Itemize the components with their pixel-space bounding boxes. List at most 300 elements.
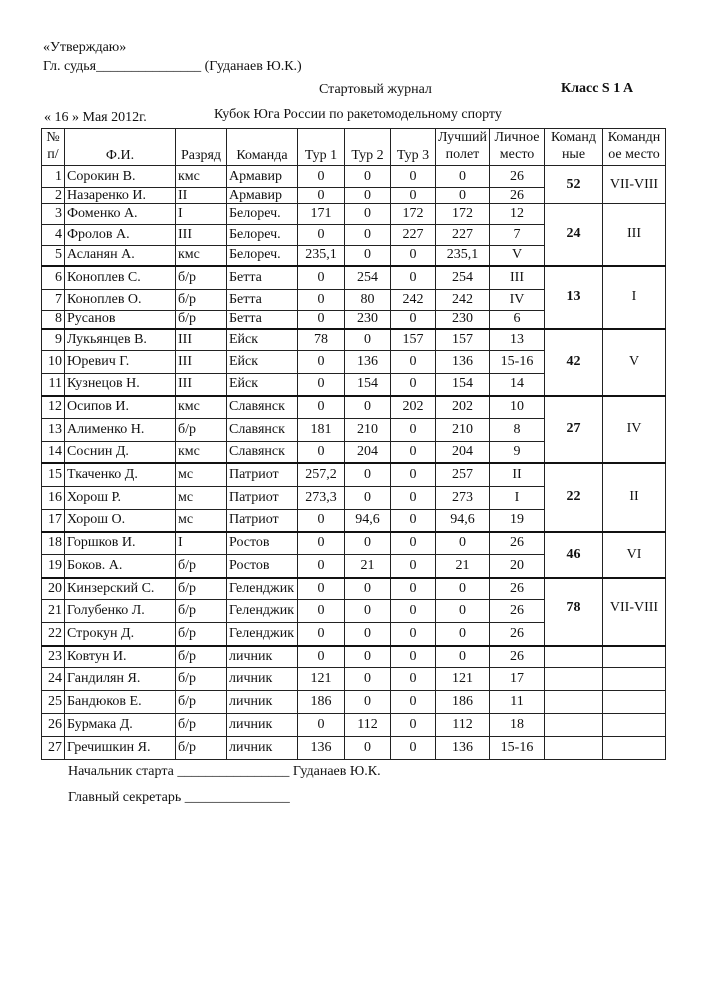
tour1-result: 186 — [298, 691, 345, 714]
best-flight: 112 — [436, 714, 490, 737]
tour2-result: 0 — [345, 225, 391, 246]
tour2-result: 0 — [345, 329, 391, 351]
participant-rank: III — [176, 225, 227, 246]
participant-rank: I — [176, 204, 227, 225]
best-flight: 227 — [436, 225, 490, 246]
best-flight: 230 — [436, 311, 490, 329]
row-number: 15 — [42, 463, 65, 487]
participant-team: Славянск — [227, 419, 298, 442]
col-header-tour2: Тур 2 — [345, 129, 391, 166]
participant-name: Бурмака Д. — [65, 714, 176, 737]
participant-team: личник — [227, 714, 298, 737]
participant-team: Бетта — [227, 266, 298, 290]
team-place: I — [603, 266, 666, 329]
row-number: 17 — [42, 510, 65, 532]
tour2-result: 112 — [345, 714, 391, 737]
row-number: 13 — [42, 419, 65, 442]
table-row — [42, 266, 666, 290]
team-place-empty — [603, 646, 666, 668]
tour2-result: 94,6 — [345, 510, 391, 532]
table-row — [42, 578, 666, 600]
tour2-result: 0 — [345, 532, 391, 555]
team-score: 24 — [545, 204, 603, 266]
participant-rank: б/р — [176, 578, 227, 600]
participant-name: Фролов А. — [65, 225, 176, 246]
best-flight: 136 — [436, 737, 490, 760]
team-score: 22 — [545, 463, 603, 532]
tour3-result: 0 — [391, 188, 436, 204]
row-number: 19 — [42, 555, 65, 578]
participant-rank: III — [176, 329, 227, 351]
table-row — [42, 737, 666, 760]
participant-team: Ейск — [227, 374, 298, 396]
personal-place: 19 — [490, 510, 545, 532]
tour3-result: 242 — [391, 290, 436, 311]
tour1-result: 0 — [298, 166, 345, 188]
tour2-result: 0 — [345, 737, 391, 760]
best-flight: 154 — [436, 374, 490, 396]
participant-rank: б/р — [176, 290, 227, 311]
table-row — [42, 463, 666, 487]
participant-rank: мс — [176, 463, 227, 487]
participant-rank: б/р — [176, 646, 227, 668]
tour3-result: 0 — [391, 463, 436, 487]
personal-place: 7 — [490, 225, 545, 246]
tour1-result: 0 — [298, 290, 345, 311]
best-flight: 0 — [436, 532, 490, 555]
tour3-result: 172 — [391, 204, 436, 225]
participant-rank: б/р — [176, 714, 227, 737]
team-score-empty — [545, 737, 603, 760]
row-number: 21 — [42, 600, 65, 623]
participant-name: Бандюков Е. — [65, 691, 176, 714]
tour2-result: 80 — [345, 290, 391, 311]
team-score: 78 — [545, 578, 603, 646]
tour1-result: 0 — [298, 532, 345, 555]
participant-name: Ковтун И. — [65, 646, 176, 668]
participant-rank: б/р — [176, 419, 227, 442]
participant-rank: III — [176, 351, 227, 374]
tour1-result: 0 — [298, 396, 345, 419]
participant-team: личник — [227, 646, 298, 668]
team-place-empty — [603, 691, 666, 714]
tour2-result: 254 — [345, 266, 391, 290]
tour2-result: 0 — [345, 691, 391, 714]
participant-name: Фоменко А. — [65, 204, 176, 225]
participant-team: Ростов — [227, 532, 298, 555]
participant-name: Асланян А. — [65, 246, 176, 266]
participant-rank: III — [176, 374, 227, 396]
tour1-result: 235,1 — [298, 246, 345, 266]
row-number: 4 — [42, 225, 65, 246]
tour3-result: 0 — [391, 487, 436, 510]
participant-name: Соснин Д. — [65, 442, 176, 463]
tour3-result: 0 — [391, 737, 436, 760]
participant-team: Геленджик — [227, 623, 298, 646]
participant-rank: II — [176, 188, 227, 204]
class-label: Класс S 1 A — [561, 81, 634, 96]
participant-team: личник — [227, 668, 298, 691]
best-flight: 172 — [436, 204, 490, 225]
participant-rank: б/р — [176, 691, 227, 714]
tour2-result: 0 — [345, 204, 391, 225]
participant-team: Патриот — [227, 487, 298, 510]
participant-rank: кмс — [176, 166, 227, 188]
personal-place: 15-16 — [490, 737, 545, 760]
team-place-empty — [603, 668, 666, 691]
personal-place: 26 — [490, 166, 545, 188]
participant-team: Бетта — [227, 311, 298, 329]
participant-team: Белореч. — [227, 225, 298, 246]
personal-place: 18 — [490, 714, 545, 737]
table-row — [42, 714, 666, 737]
row-number: 20 — [42, 578, 65, 600]
participant-team: Армавир — [227, 166, 298, 188]
tour2-result: 0 — [345, 600, 391, 623]
participant-name: Кинзерский С. — [65, 578, 176, 600]
row-number: 14 — [42, 442, 65, 463]
personal-place: 26 — [490, 646, 545, 668]
best-flight: 210 — [436, 419, 490, 442]
start-journal-table — [41, 128, 666, 760]
table-row — [42, 646, 666, 668]
col-header-team-place: Командн ое место — [603, 129, 666, 166]
tour3-result: 0 — [391, 374, 436, 396]
best-flight: 0 — [436, 188, 490, 204]
row-number: 12 — [42, 396, 65, 419]
participant-rank: мс — [176, 487, 227, 510]
participant-name: Голубенко Л. — [65, 600, 176, 623]
tour3-result: 157 — [391, 329, 436, 351]
team-place: VII-VIII — [603, 166, 666, 204]
personal-place: 26 — [490, 532, 545, 555]
best-flight: 242 — [436, 290, 490, 311]
personal-place: 6 — [490, 311, 545, 329]
tour3-result: 0 — [391, 166, 436, 188]
tour1-result: 0 — [298, 600, 345, 623]
chief-judge-line: Гл. судья_______________ (Гуданаев Ю.К.) — [43, 59, 302, 74]
participant-name: Гречишкин Я. — [65, 737, 176, 760]
row-number: 7 — [42, 290, 65, 311]
tour3-result: 0 — [391, 646, 436, 668]
team-place-empty — [603, 714, 666, 737]
tour1-result: 171 — [298, 204, 345, 225]
tour1-result: 121 — [298, 668, 345, 691]
personal-place: I — [490, 487, 545, 510]
row-number: 18 — [42, 532, 65, 555]
row-number: 26 — [42, 714, 65, 737]
participant-team: Ейск — [227, 351, 298, 374]
participant-rank: б/р — [176, 600, 227, 623]
personal-place: 11 — [490, 691, 545, 714]
table-row — [42, 166, 666, 188]
participant-team: личник — [227, 691, 298, 714]
tour3-result: 0 — [391, 691, 436, 714]
col-header-tour1: Тур 1 — [298, 129, 345, 166]
best-flight: 157 — [436, 329, 490, 351]
tour3-result: 0 — [391, 419, 436, 442]
col-header-number: № п/ — [42, 129, 65, 166]
approval-heading: «Утверждаю» — [43, 40, 127, 55]
personal-place: 17 — [490, 668, 545, 691]
col-header-rank: Разряд — [176, 129, 227, 166]
participant-name: Русанов — [65, 311, 176, 329]
team-score: 46 — [545, 532, 603, 578]
participant-name: Горшков И. — [65, 532, 176, 555]
best-flight: 235,1 — [436, 246, 490, 266]
participant-team: Патриот — [227, 463, 298, 487]
tour2-result: 230 — [345, 311, 391, 329]
team-score-empty — [545, 646, 603, 668]
best-flight: 202 — [436, 396, 490, 419]
participant-team: Бетта — [227, 290, 298, 311]
table-row — [42, 204, 666, 225]
participant-rank: мс — [176, 510, 227, 532]
participant-name: Коноплев О. — [65, 290, 176, 311]
tour1-result: 0 — [298, 188, 345, 204]
chief-secretary-line: Главный секретарь _______________ — [68, 790, 290, 805]
best-flight: 94,6 — [436, 510, 490, 532]
tour3-result: 202 — [391, 396, 436, 419]
row-number: 1 — [42, 166, 65, 188]
date-label: « 16 » Мая 2012г. — [44, 110, 147, 125]
best-flight: 186 — [436, 691, 490, 714]
best-flight: 257 — [436, 463, 490, 487]
col-header-name: Ф.И. — [65, 129, 176, 166]
row-number: 11 — [42, 374, 65, 396]
tour2-result: 0 — [345, 668, 391, 691]
row-number: 25 — [42, 691, 65, 714]
team-place: V — [603, 329, 666, 396]
tour2-result: 136 — [345, 351, 391, 374]
participant-name: Сорокин В. — [65, 166, 176, 188]
personal-place: II — [490, 463, 545, 487]
tour1-result: 78 — [298, 329, 345, 351]
participant-name: Лукьянцев В. — [65, 329, 176, 351]
row-number: 24 — [42, 668, 65, 691]
personal-place: 26 — [490, 188, 545, 204]
team-score-empty — [545, 691, 603, 714]
participant-name: Ткаченко Д. — [65, 463, 176, 487]
tour2-result: 204 — [345, 442, 391, 463]
best-flight: 0 — [436, 623, 490, 646]
personal-place: 14 — [490, 374, 545, 396]
tour3-result: 0 — [391, 578, 436, 600]
best-flight: 0 — [436, 578, 490, 600]
tour2-result: 0 — [345, 396, 391, 419]
col-header-team-score: Команд ные — [545, 129, 603, 166]
team-score-empty — [545, 714, 603, 737]
tour2-result: 0 — [345, 246, 391, 266]
tour3-result: 0 — [391, 442, 436, 463]
table-row — [42, 396, 666, 419]
personal-place: 20 — [490, 555, 545, 578]
personal-place: 26 — [490, 623, 545, 646]
tour1-result: 0 — [298, 714, 345, 737]
personal-place: III — [490, 266, 545, 290]
participant-team: Патриот — [227, 510, 298, 532]
personal-place: V — [490, 246, 545, 266]
participant-name: Хорош О. — [65, 510, 176, 532]
participant-team: Геленджик — [227, 578, 298, 600]
team-score-empty — [545, 668, 603, 691]
team-place: IV — [603, 396, 666, 463]
personal-place: 10 — [490, 396, 545, 419]
personal-place: 13 — [490, 329, 545, 351]
row-number: 23 — [42, 646, 65, 668]
personal-place: 8 — [490, 419, 545, 442]
participant-team: Ростов — [227, 555, 298, 578]
team-place-empty — [603, 737, 666, 760]
tour1-result: 0 — [298, 578, 345, 600]
tour2-result: 0 — [345, 646, 391, 668]
tour1-result: 273,3 — [298, 487, 345, 510]
best-flight: 0 — [436, 600, 490, 623]
tour3-result: 0 — [391, 668, 436, 691]
tour1-result: 0 — [298, 442, 345, 463]
row-number: 22 — [42, 623, 65, 646]
participant-name: Боков. А. — [65, 555, 176, 578]
tour2-result: 0 — [345, 188, 391, 204]
row-number: 5 — [42, 246, 65, 266]
tour1-result: 136 — [298, 737, 345, 760]
table-row — [42, 691, 666, 714]
tour3-result: 0 — [391, 311, 436, 329]
best-flight: 0 — [436, 166, 490, 188]
tour1-result: 181 — [298, 419, 345, 442]
tour1-result: 0 — [298, 266, 345, 290]
participant-name: Гандилян Я. — [65, 668, 176, 691]
tour2-result: 154 — [345, 374, 391, 396]
participant-team: Ейск — [227, 329, 298, 351]
row-number: 27 — [42, 737, 65, 760]
participant-rank: I — [176, 532, 227, 555]
participant-team: личник — [227, 737, 298, 760]
team-score: 13 — [545, 266, 603, 329]
col-header-tour3: Тур 3 — [391, 129, 436, 166]
best-flight: 21 — [436, 555, 490, 578]
team-place: III — [603, 204, 666, 266]
personal-place: 26 — [490, 600, 545, 623]
team-place: VII-VIII — [603, 578, 666, 646]
table-header-row — [42, 129, 666, 166]
row-number: 10 — [42, 351, 65, 374]
participant-rank: б/р — [176, 737, 227, 760]
participant-name: Назаренко И. — [65, 188, 176, 204]
participant-name: Юревич Г. — [65, 351, 176, 374]
participant-rank: б/р — [176, 311, 227, 329]
tour2-result: 0 — [345, 463, 391, 487]
personal-place: 9 — [490, 442, 545, 463]
tour1-result: 0 — [298, 555, 345, 578]
participant-name: Осипов И. — [65, 396, 176, 419]
row-number: 9 — [42, 329, 65, 351]
tour3-result: 0 — [391, 532, 436, 555]
journal-title: Стартовый журнал — [319, 82, 432, 97]
table-row — [42, 329, 666, 351]
tour2-result: 21 — [345, 555, 391, 578]
tour3-result: 227 — [391, 225, 436, 246]
best-flight: 136 — [436, 351, 490, 374]
best-flight: 273 — [436, 487, 490, 510]
tour1-result: 0 — [298, 351, 345, 374]
participant-team: Белореч. — [227, 204, 298, 225]
table-row — [42, 532, 666, 555]
tour3-result: 0 — [391, 246, 436, 266]
tour1-result: 0 — [298, 311, 345, 329]
table-row — [42, 668, 666, 691]
personal-place: IV — [490, 290, 545, 311]
row-number: 2 — [42, 188, 65, 204]
participant-name: Кузнецов Н. — [65, 374, 176, 396]
tour2-result: 210 — [345, 419, 391, 442]
start-chief-line: Начальник старта ________________ Гуданаев Ю.К. — [68, 764, 381, 779]
personal-place: 12 — [490, 204, 545, 225]
tour1-result: 0 — [298, 510, 345, 532]
team-score: 42 — [545, 329, 603, 396]
participant-name: Алименко Н. — [65, 419, 176, 442]
participant-name: Коноплев С. — [65, 266, 176, 290]
tour3-result: 0 — [391, 510, 436, 532]
team-score: 27 — [545, 396, 603, 463]
participant-team: Армавир — [227, 188, 298, 204]
team-place: VI — [603, 532, 666, 578]
team-place: II — [603, 463, 666, 532]
tour3-result: 0 — [391, 351, 436, 374]
participant-team: Белореч. — [227, 246, 298, 266]
row-number: 3 — [42, 204, 65, 225]
team-score: 52 — [545, 166, 603, 204]
best-flight: 0 — [436, 646, 490, 668]
tour1-result: 257,2 — [298, 463, 345, 487]
tour2-result: 0 — [345, 166, 391, 188]
tour3-result: 0 — [391, 555, 436, 578]
participant-rank: б/р — [176, 555, 227, 578]
best-flight: 121 — [436, 668, 490, 691]
best-flight: 254 — [436, 266, 490, 290]
col-header-personal-place: Личное место — [490, 129, 545, 166]
tour3-result: 0 — [391, 714, 436, 737]
participant-rank: б/р — [176, 623, 227, 646]
col-header-best-flight: Лучший полет — [436, 129, 490, 166]
participant-rank: б/р — [176, 266, 227, 290]
participant-rank: кмс — [176, 396, 227, 419]
participant-name: Строкун Д. — [65, 623, 176, 646]
personal-place: 15-16 — [490, 351, 545, 374]
best-flight: 204 — [436, 442, 490, 463]
row-number: 6 — [42, 266, 65, 290]
tour1-result: 0 — [298, 646, 345, 668]
row-number: 16 — [42, 487, 65, 510]
row-number: 8 — [42, 311, 65, 329]
participant-rank: кмс — [176, 246, 227, 266]
tour2-result: 0 — [345, 487, 391, 510]
participant-rank: кмс — [176, 442, 227, 463]
tour2-result: 0 — [345, 623, 391, 646]
participant-name: Хорош Р. — [65, 487, 176, 510]
participant-team: Геленджик — [227, 600, 298, 623]
col-header-team: Команда — [227, 129, 298, 166]
tour3-result: 0 — [391, 623, 436, 646]
tour1-result: 0 — [298, 225, 345, 246]
competition-title: Кубок Юга России по ракетомодельному спорту — [214, 107, 502, 122]
participant-team: Славянск — [227, 396, 298, 419]
tour3-result: 0 — [391, 266, 436, 290]
tour2-result: 0 — [345, 578, 391, 600]
participant-team: Славянск — [227, 442, 298, 463]
tour1-result: 0 — [298, 623, 345, 646]
tour3-result: 0 — [391, 600, 436, 623]
